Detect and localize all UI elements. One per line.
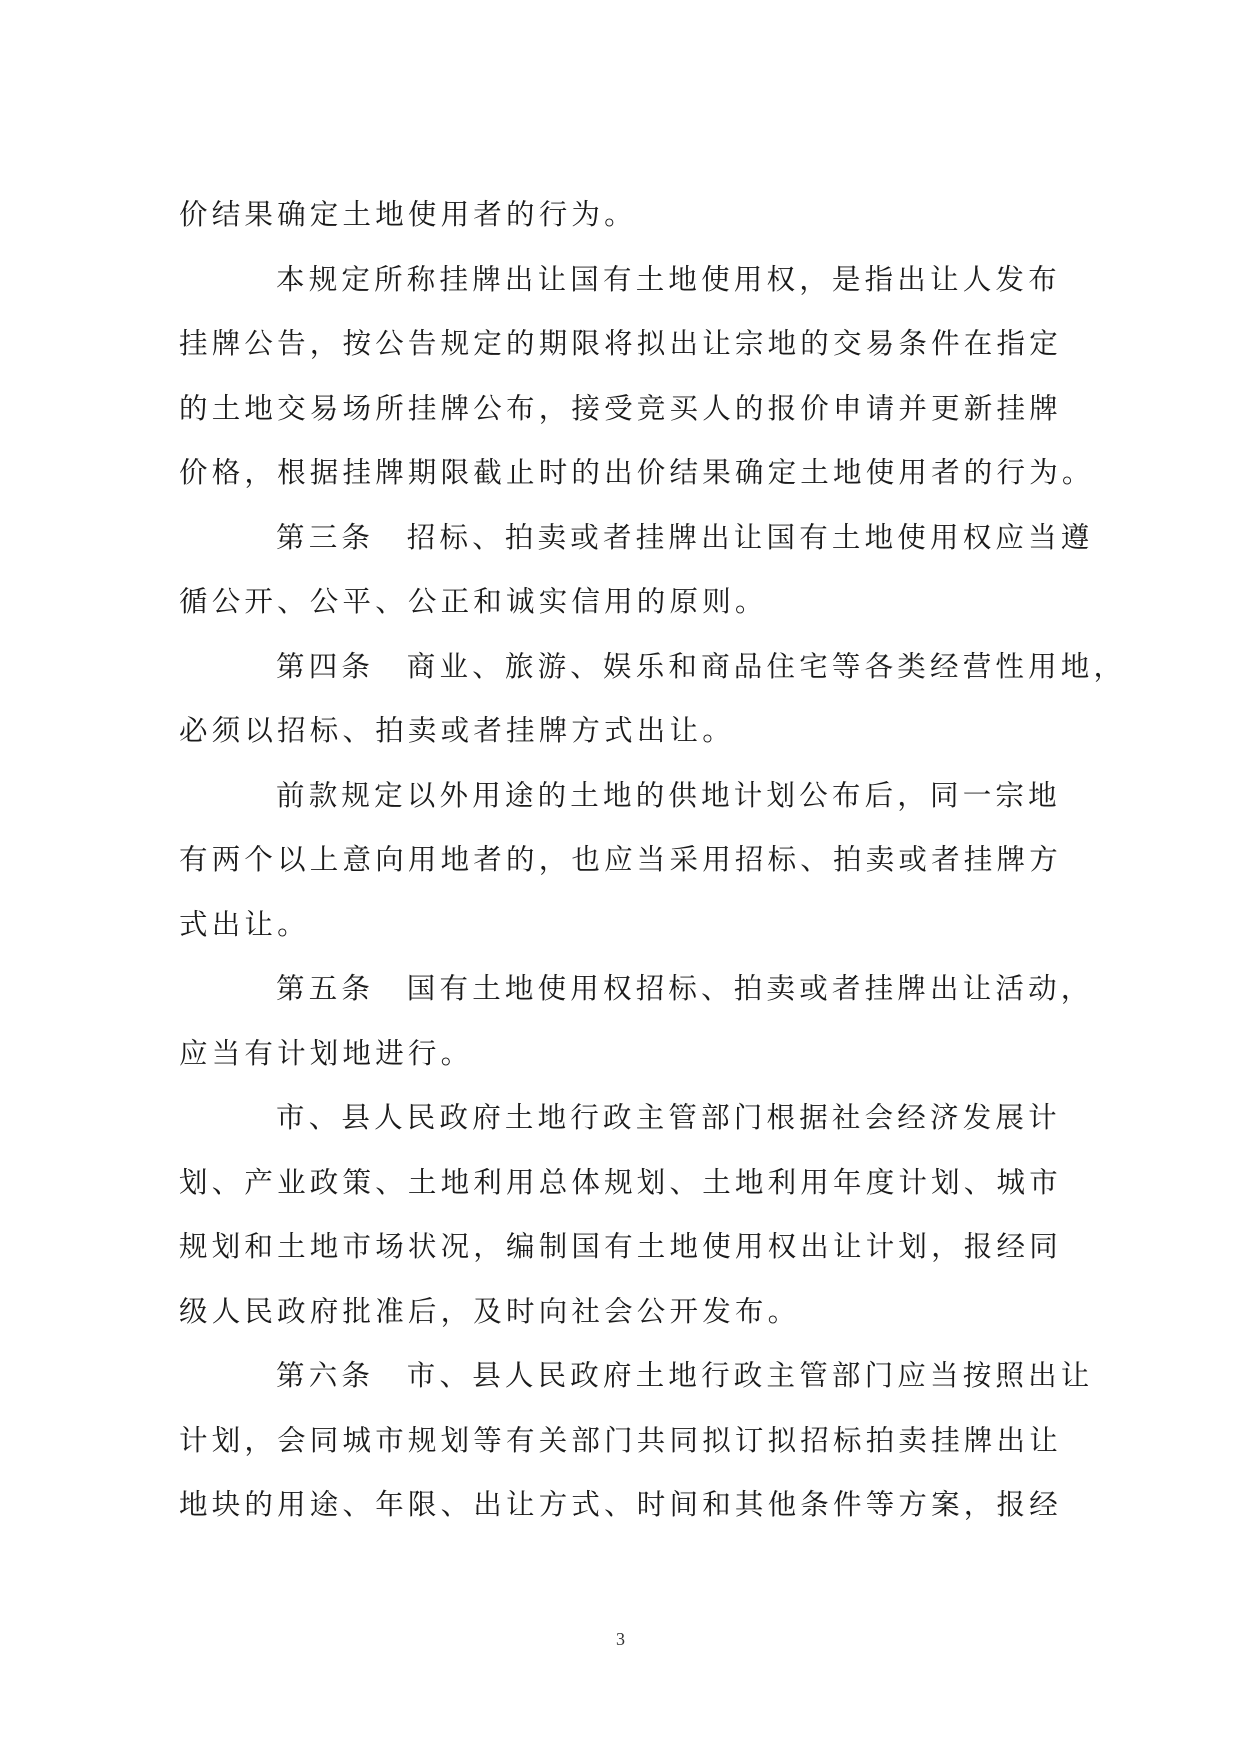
text-line: 价结果确定土地使用者的行为。 — [179, 198, 637, 231]
text-line: 应当有计划地进行。 — [179, 1036, 474, 1070]
text-line: 价格，根据挂牌期限截止时的出价结果确定土地使用者的行为。 — [179, 456, 1095, 489]
text-line: 本规定所称挂牌出让国有土地使用权，是指出让人发布 — [276, 262, 1061, 296]
text-line: 必须以招标、拍卖或者挂牌方式出让。 — [179, 714, 735, 747]
text-line: 市、县人民政府土地行政主管部门根据社会经济发展计 — [276, 1101, 1061, 1134]
text-line: 挂牌公告，按公告规定的期限将拟出让宗地的交易条件在指定 — [179, 327, 1062, 360]
text-line: 的土地交易场所挂牌公布，接受竞买人的报价申请并更新挂牌 — [179, 391, 1062, 425]
text-line: 划、产业政策、土地利用总体规划、土地利用年度计划、城市 — [179, 1165, 1062, 1199]
text-line: 循公开、公平、公正和诚实信用的原则。 — [179, 585, 768, 618]
text-line: 第四条 商业、旅游、娱乐和商品住宅等各类经营性用地， — [276, 649, 1127, 683]
text-line: 级人民政府批准后，及时向社会公开发布。 — [179, 1294, 801, 1328]
text-line: 式出让。 — [179, 907, 310, 941]
text-line: 第三条 招标、拍卖或者挂牌出让国有土地使用权应当遵 — [276, 520, 1094, 554]
body-text — [179, 183, 1127, 1538]
text-line: 地块的用途、年限、出让方式、时间和其他条件等方案，报经 — [179, 1488, 1062, 1521]
text-line: 有两个以上意向用地者的，也应当采用招标、拍卖或者挂牌方 — [179, 843, 1062, 876]
text-line: 第六条 市、县人民政府土地行政主管部门应当按照出让 — [276, 1359, 1094, 1392]
text-line: 计划，会同城市规划等有关部门共同拟订拟招标拍卖挂牌出让 — [179, 1423, 1062, 1457]
text-line: 前款规定以外用途的土地的供地计划公布后，同一宗地 — [276, 778, 1061, 812]
text-line: 规划和土地市场状况，编制国有土地使用权出让计划，报经同 — [179, 1230, 1062, 1263]
page-number: 3 — [616, 1629, 625, 1649]
text-line: 第五条 国有土地使用权招标、拍卖或者挂牌出让活动， — [276, 972, 1094, 1005]
